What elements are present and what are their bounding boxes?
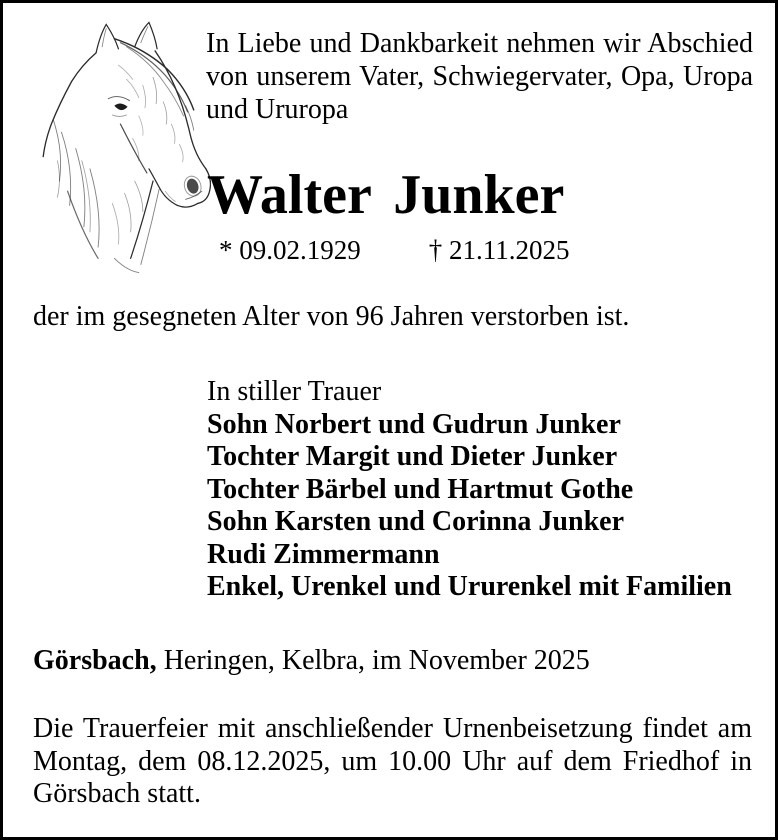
mourner-line-1: Sohn Norbert und Gudrun Junker (207, 408, 621, 440)
life-dates (219, 235, 570, 265)
death-date: † 21.11.2025 (428, 235, 570, 265)
funeral-line-2: Montag, dem 08.12.2025, um 10.00 Uhr auf dem Friedhof in (33, 745, 752, 777)
intro-line-1: In Liebe und Dankbarkeit nehmen wir Abschied (206, 28, 753, 59)
mourner-line-3: Tochter Bärbel und Hartmut Gothe (207, 473, 634, 505)
mourner-line-4: Sohn Karsten und Corinna Junker (207, 506, 625, 537)
funeral-line-3: Görsbach statt. (33, 778, 201, 809)
funeral-info-paragraph (33, 713, 752, 811)
mourning-header: In stiller Trauer (207, 376, 382, 407)
deceased-name: Walter Junker (207, 164, 565, 226)
location-date-line (33, 644, 753, 677)
age-statement: der im gesegneten Alter von 96 Jahren verstorben ist. (33, 301, 630, 332)
intro-paragraph (206, 27, 753, 126)
mourner-line-2: Tochter Margit und Dieter Junker (207, 441, 618, 472)
location-city: Görsbach, (33, 645, 157, 676)
intro-line-2: von unserem Vater, Schwiegervater, Opa, Uropa (206, 61, 753, 92)
horse-head-sketch-icon (33, 17, 211, 279)
birth-date: * 09.02.1929 (219, 235, 361, 265)
location-rest: Heringen, Kelbra, im November 2025 (156, 645, 590, 676)
mourner-line-6: Enkel, Urenkel und Ururenkel mit Familien (207, 571, 732, 602)
intro-line-3: und Ururopa (206, 94, 349, 125)
funeral-line-1: Die Trauerfeier mit anschließender Urnenbeisetzung findet am (33, 713, 752, 744)
mourner-line-5: Rudi Zimmermann (207, 538, 440, 570)
mourners-block (207, 376, 747, 604)
